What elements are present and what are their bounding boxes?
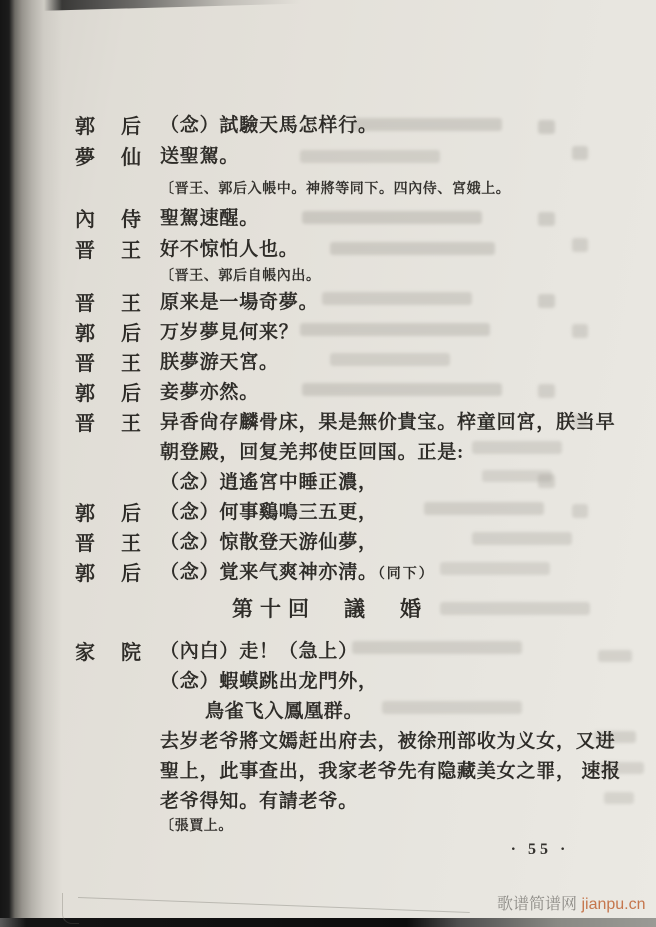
line-text: 去岁老爷將文嫣赶出府去，被徐刑部收为义女，又进 xyxy=(160,731,616,752)
speaker-name: 晋 王 xyxy=(75,240,141,262)
page-number: · 55 · xyxy=(510,841,570,858)
script-line xyxy=(0,497,656,523)
stage-text: 〔晋王、郭后入帳中。神將等同下。四內侍、宮娥上。 xyxy=(160,182,511,197)
crease-line xyxy=(78,897,470,913)
line-text: （念）何事鷄鳴三五更， xyxy=(160,502,378,523)
watermark-url: jianpu.cn xyxy=(581,896,646,913)
script-line xyxy=(0,141,656,167)
script-line xyxy=(0,636,656,662)
line-text: 聖駕速醒。 xyxy=(160,208,260,229)
speaker-name: 郭 后 xyxy=(75,383,141,405)
line-text: 老爷得知。有請老爷。 xyxy=(160,791,359,812)
speaker-name: 郭 后 xyxy=(75,116,141,138)
stage-text: 〔晋王、郭后自帳內出。 xyxy=(160,269,321,284)
script-line xyxy=(0,287,656,313)
stage-text: 〔張賈上。 xyxy=(160,819,233,834)
stage-direction xyxy=(0,262,656,288)
line-text: （念）惊散登天游仙夢， xyxy=(160,532,378,553)
line-text: 鳥雀飞入鳳凰群。 xyxy=(205,701,364,722)
line-text: 朝登殿，回复羌邦使臣回国。正是: xyxy=(160,442,465,463)
stage-note-inline: （同下） xyxy=(377,567,435,582)
script-line xyxy=(0,347,656,373)
speaker-name: 晋 王 xyxy=(75,353,141,375)
line-text: （念）蝦蟆跳出龙門外， xyxy=(160,671,378,692)
script-line-continuation xyxy=(0,666,656,692)
line-text: 万岁夢見何来？ xyxy=(160,322,299,343)
line-text: 聖上，此事查出，我家老爷先有隐藏美女之罪， 速报 xyxy=(160,761,621,782)
line-text: （內白）走！（急上） xyxy=(160,641,359,662)
script-line-continuation xyxy=(0,437,656,463)
speaker-name: 郭 后 xyxy=(75,563,141,585)
line-text: 异香尙存麟骨床，果是無价貴宝。梓童回宮，朕当早 xyxy=(160,412,616,433)
scan-edge-bottom xyxy=(0,918,656,927)
script-line xyxy=(0,407,656,433)
speaker-name: 晋 王 xyxy=(75,413,141,435)
speaker-name: 晋 王 xyxy=(75,293,141,315)
chapter-title: 第十回 議 婚 xyxy=(232,597,428,621)
line-text: 原来是一場奇夢。 xyxy=(160,292,319,313)
speaker-name: 郭 后 xyxy=(75,323,141,345)
script-line-continuation xyxy=(0,786,656,812)
script-line xyxy=(0,557,656,583)
stage-direction xyxy=(0,175,656,201)
line-text: 妾夢亦然。 xyxy=(160,382,260,403)
script-line xyxy=(0,234,656,260)
line-text: （念）逍遙宮中睡正濃， xyxy=(160,472,378,493)
speaker-name: 內 侍 xyxy=(75,209,141,231)
script-line-continuation xyxy=(0,467,656,493)
stage-direction xyxy=(0,812,656,838)
speaker-name: 晋 王 xyxy=(75,533,141,555)
line-text: 好不惊怕人也。 xyxy=(160,239,299,260)
script-line xyxy=(0,527,656,553)
speaker-name: 家 院 xyxy=(75,642,141,664)
script-line xyxy=(0,110,656,136)
page-curl-edge xyxy=(62,893,79,924)
watermark xyxy=(497,891,646,914)
line-text: 送聖駕。 xyxy=(160,146,240,167)
script-line xyxy=(0,203,656,229)
line-text: （念）覚来气爽神亦淸。（同下） xyxy=(160,562,435,583)
script-line xyxy=(0,377,656,403)
script-line-continuation xyxy=(0,756,656,782)
script-line-continuation xyxy=(0,696,656,722)
watermark-site-name: 歌谱简谱网 xyxy=(497,896,582,913)
line-text: 朕夢游天宮。 xyxy=(160,352,279,373)
script-line xyxy=(0,317,656,343)
line-text: （念）試驗天馬怎样行。 xyxy=(160,115,378,136)
speaker-name: 郭 后 xyxy=(75,503,141,525)
script-line-continuation xyxy=(0,726,656,752)
speaker-name: 夢 仙 xyxy=(75,147,141,169)
